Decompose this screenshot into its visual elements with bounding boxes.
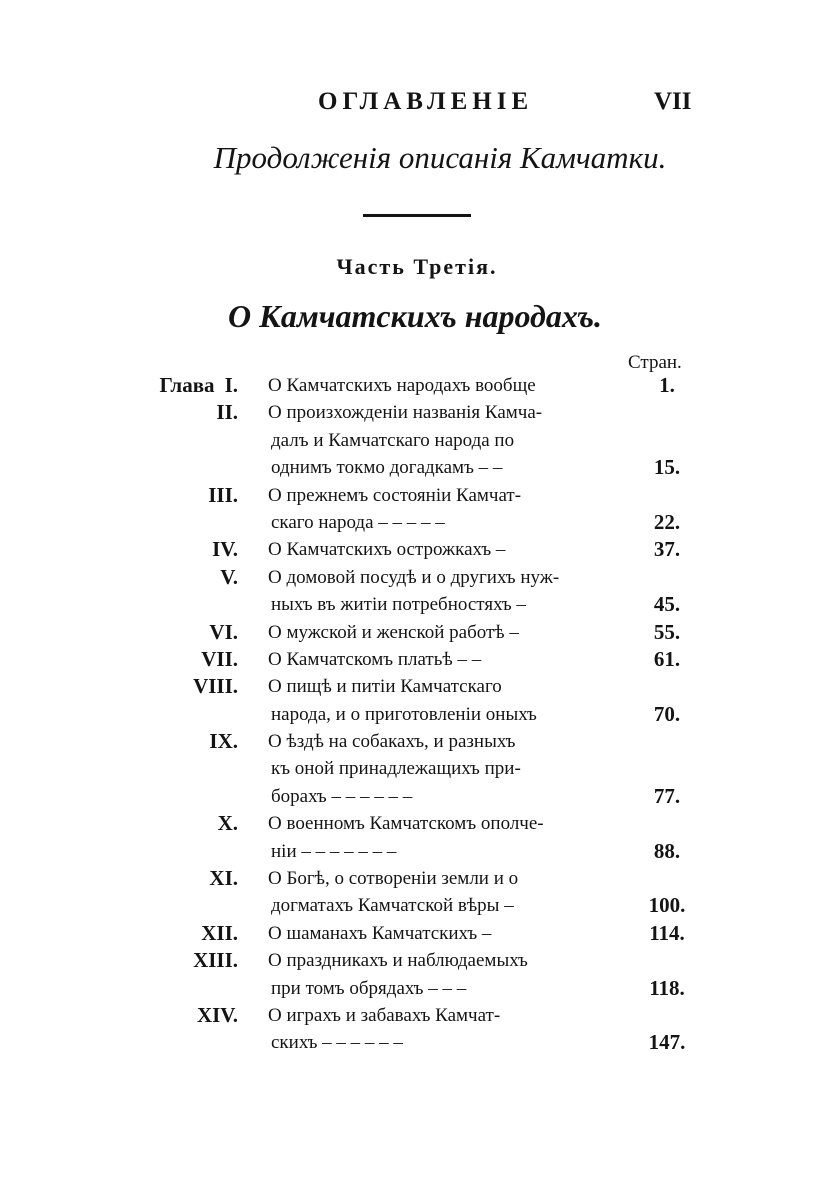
toc-entry-line	[0, 783, 840, 810]
toc-entry	[0, 673, 840, 728]
toc-entry-line	[0, 454, 840, 481]
chapter-numeral: IX.	[209, 729, 238, 754]
chapter-number	[201, 646, 238, 673]
toc-entry-line	[0, 482, 840, 509]
chapter-number	[209, 619, 238, 646]
toc-entry	[0, 1002, 840, 1057]
toc-entry-line	[0, 810, 840, 837]
chapter-title-line: О прежнемъ состояніи Камчат-	[268, 484, 522, 506]
toc-entry-line	[0, 646, 840, 673]
chapter-number	[193, 947, 238, 974]
chapter-page: 100.	[648, 893, 686, 918]
toc-entry	[0, 728, 840, 810]
chapter-number	[220, 564, 238, 591]
chapter-numeral: V.	[220, 564, 238, 589]
chapter-page: 55.	[653, 619, 681, 644]
toc-entry-line	[0, 947, 840, 974]
page-header	[0, 88, 840, 122]
toc-entry	[0, 646, 840, 673]
chapter-title-line: О Камчатскихъ острожкахъ –	[268, 539, 506, 561]
chapter-title-line: скихъ – – – – – –	[271, 1032, 403, 1054]
chapter-title-line: О Камчатскихъ народахъ вообще	[268, 375, 536, 396]
chapter-numeral: II.	[216, 400, 238, 425]
toc-entry-line	[0, 536, 840, 563]
chapter-title-line: скаго народа – – – – –	[271, 511, 445, 533]
toc-entry-line	[0, 728, 840, 755]
chapter-numeral: XII.	[201, 920, 238, 945]
chapter-page: 70.	[653, 701, 681, 726]
chapter-page: 147.	[648, 1030, 686, 1055]
divider-rule	[363, 214, 471, 217]
part-title: Часть Третія.	[336, 254, 498, 279]
chapter-title-line: борахъ – – – – – –	[271, 785, 413, 807]
toc-entry	[0, 810, 840, 865]
chapter-page: 22.	[653, 509, 681, 534]
chapter-title-line: народа, и о приготовленіи оныхъ	[271, 703, 537, 725]
toc-entry-line	[0, 920, 840, 947]
toc-entry-line	[0, 619, 840, 646]
toc-entry	[0, 920, 840, 947]
chapter-number	[197, 1002, 238, 1029]
page-column-label: Стран.	[628, 352, 682, 373]
chapter-prefix: Глава	[159, 373, 215, 397]
chapter-title-line: О произхожденіи названія Камча-	[268, 402, 543, 424]
chapter-page: 15.	[653, 455, 681, 480]
toc-entry-line	[0, 372, 840, 399]
toc-entry-line	[0, 399, 840, 426]
toc-entry-line	[0, 892, 840, 919]
toc-entry	[0, 865, 840, 920]
chapter-numeral: VI.	[209, 619, 238, 644]
chapter-numeral: VIII.	[193, 674, 238, 699]
chapter-page: 45.	[653, 592, 681, 617]
chapter-title-line: О шаманахъ Камчатскихъ –	[268, 922, 492, 944]
toc-entry-line	[0, 427, 840, 454]
chapter-title-line: О пищѣ и питіи Камчатскаго	[268, 676, 502, 698]
toc-entry	[0, 482, 840, 537]
section-title: О Камчатскихъ народахъ.	[228, 298, 602, 334]
chapter-number	[218, 810, 238, 837]
chapter-number	[209, 728, 238, 755]
toc-entry-line	[0, 1002, 840, 1029]
chapter-title-line: О Камчатскомъ платьѣ – –	[268, 648, 482, 670]
chapter-numeral: XI.	[209, 866, 238, 891]
chapter-number	[209, 865, 238, 892]
book-subtitle: Продолженія описанія Камчатки.	[213, 140, 667, 175]
toc-entry-line	[0, 564, 840, 591]
toc-entry	[0, 399, 840, 481]
chapter-numeral: X.	[217, 811, 238, 836]
chapter-number	[201, 920, 238, 947]
chapter-title-line: ніи – – – – – – –	[271, 840, 397, 862]
table-of-contents	[0, 372, 840, 1057]
chapter-number	[208, 482, 238, 509]
chapter-title-line: О мужской и женской работѣ –	[268, 621, 519, 643]
toc-entry	[0, 947, 840, 1002]
chapter-title-line: О играхъ и забавахъ Камчат-	[268, 1004, 501, 1026]
chapter-numeral: VII.	[201, 646, 238, 671]
toc-entry-line	[0, 1029, 840, 1056]
chapter-title-line: однимъ токмо догадкамъ – –	[271, 457, 503, 479]
toc-entry	[0, 536, 840, 563]
chapter-title-line: О Богѣ, о сотвореніи земли и о	[268, 868, 519, 890]
chapter-numeral: III.	[208, 482, 238, 507]
chapter-title-line: О праздникахъ и наблюдаемыхъ	[268, 950, 528, 972]
page-number: VII	[654, 88, 692, 115]
chapter-title-line: О домовой посудѣ и о другихъ нуж-	[268, 566, 560, 588]
chapter-page: 118.	[649, 975, 685, 1000]
chapter-number	[159, 372, 238, 399]
chapter-page: 114.	[649, 920, 685, 945]
toc-entry	[0, 619, 840, 646]
toc-entry-line	[0, 591, 840, 618]
chapter-title-line: при томъ обрядахъ – – –	[271, 977, 467, 999]
chapter-title-line: О военномъ Камчатскомъ ополче-	[268, 813, 544, 835]
toc-entry	[0, 372, 840, 399]
toc-entry-line	[0, 975, 840, 1002]
toc-entry-line	[0, 509, 840, 536]
chapter-page: 77.	[653, 783, 681, 808]
chapter-title-line: ныхъ въ житіи потребностяхъ –	[271, 594, 526, 616]
toc-entry-line	[0, 865, 840, 892]
chapter-numeral: IV.	[212, 537, 238, 562]
toc-entry-line	[0, 838, 840, 865]
chapter-number	[193, 673, 238, 700]
chapter-number	[212, 536, 238, 563]
page-title: ОГЛАВЛЕНІЕ	[318, 88, 534, 115]
toc-entry	[0, 564, 840, 619]
chapter-title-line: догматахъ Камчатской вѣры –	[271, 895, 514, 917]
chapter-title-line: къ оной принадлежащихъ при-	[271, 758, 521, 780]
chapter-page: 88.	[653, 838, 681, 863]
chapter-page: 61.	[653, 646, 681, 671]
toc-entry-line	[0, 673, 840, 700]
toc-entry-line	[0, 701, 840, 728]
chapter-title-line: О ѣздѣ на собакахъ, и разныхъ	[268, 731, 516, 753]
toc-entry-line	[0, 755, 840, 782]
chapter-number	[216, 399, 238, 426]
chapter-page: 1.	[659, 373, 675, 397]
chapter-numeral: XIII.	[193, 948, 238, 973]
chapter-title-line: далъ и Камчатскаго народа по	[271, 429, 515, 451]
chapter-numeral: I.	[224, 373, 238, 397]
chapter-numeral: XIV.	[196, 1002, 238, 1027]
chapter-page: 37.	[653, 537, 681, 562]
